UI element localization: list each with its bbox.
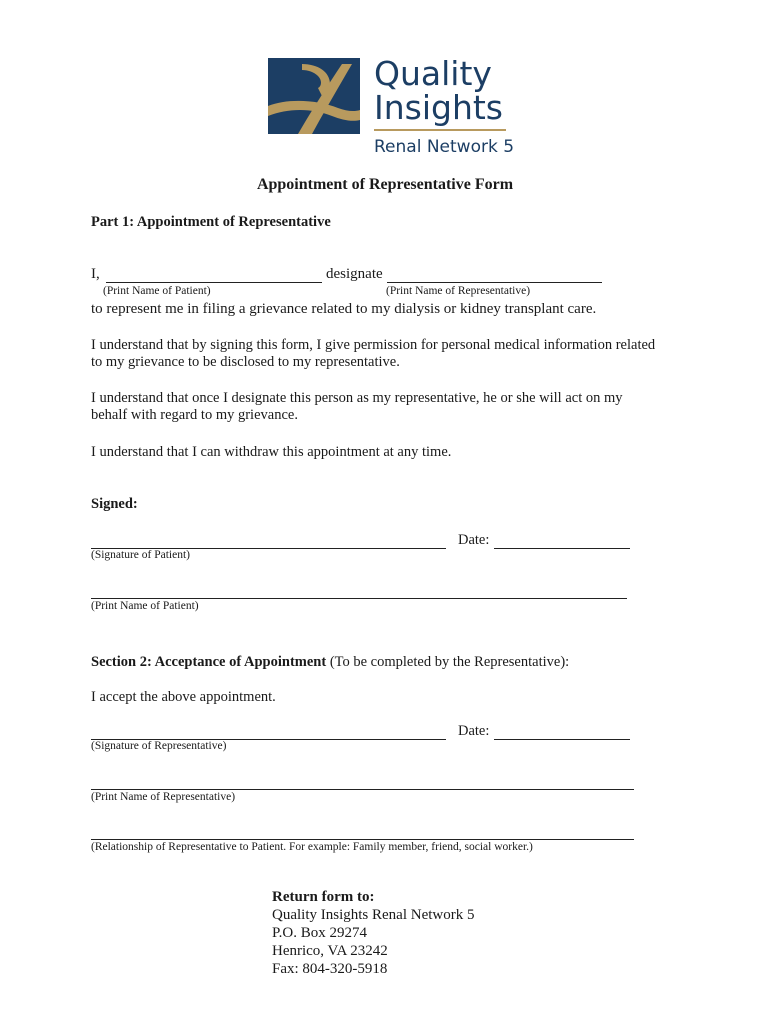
patient-signature-caption: (Signature of Patient) [91, 549, 191, 561]
patient-name-field[interactable] [106, 282, 322, 283]
designate-label: designate [326, 266, 383, 282]
represent-statement: to represent me in filing a grievance related to my dialysis or kidney transplant care. [91, 301, 597, 317]
section2-heading-note: (To be completed by the Representative): [329, 654, 570, 670]
logo-quality-text: Quality [374, 54, 492, 93]
patient-name-caption: (Print Name of Patient) [103, 285, 211, 297]
representative-date-label: Date: [458, 723, 490, 739]
section2-heading-bold: Section 2: Acceptance of Appointment [91, 654, 327, 670]
return-fax: Fax: 804-320-5918 [272, 961, 388, 977]
patient-date-label: Date: [458, 532, 490, 548]
representative-print-name-caption: (Print Name of Representative) [91, 791, 236, 803]
representative-print-name-field[interactable] [91, 789, 634, 790]
withdraw-paragraph: I understand that I can withdraw this appointment at any time. [91, 444, 452, 460]
i-label: I, [91, 266, 100, 282]
logo-divider [374, 129, 506, 131]
logo-insights-text: Insights [374, 88, 504, 127]
permission-paragraph-line1: I understand that by signing this form, I give permission for personal medical information related [91, 337, 656, 353]
part1-heading: Part 1: Appointment of Representative [91, 214, 331, 230]
representative-name-field[interactable] [387, 282, 602, 283]
designation-paragraph-line1: I understand that once I designate this person as my representative, he or she will act on my [91, 390, 623, 406]
signed-heading: Signed: [91, 496, 138, 512]
accept-statement: I accept the above appointment. [91, 689, 276, 705]
relationship-caption: (Relationship of Representative to Patient. For example: Family member, friend, social worker.) [91, 841, 533, 853]
representative-signature-caption: (Signature of Representative) [91, 740, 227, 752]
return-heading: Return form to: [272, 889, 375, 905]
patient-print-name-caption: (Print Name of Patient) [91, 600, 199, 612]
logo-renal-network-text: Renal Network 5 [374, 137, 515, 157]
return-address-line1: Quality Insights Renal Network 5 [272, 907, 475, 923]
patient-print-name-field[interactable] [91, 598, 627, 599]
logo-mark-icon [268, 58, 360, 134]
representative-date-field[interactable] [494, 739, 630, 740]
quality-insights-logo [268, 54, 515, 158]
representative-name-caption: (Print Name of Representative) [386, 285, 531, 297]
designation-paragraph-line2: behalf with regard to my grievance. [91, 407, 298, 423]
form-title: Appointment of Representative Form [256, 176, 514, 193]
patient-date-field[interactable] [494, 548, 630, 549]
return-address-line2: P.O. Box 29274 [272, 925, 368, 941]
permission-paragraph-line2: to my grievance to be disclosed to my representative. [91, 354, 400, 370]
relationship-field[interactable] [91, 839, 634, 840]
return-address-line3: Henrico, VA 23242 [272, 943, 388, 959]
section2-heading [91, 654, 569, 671]
